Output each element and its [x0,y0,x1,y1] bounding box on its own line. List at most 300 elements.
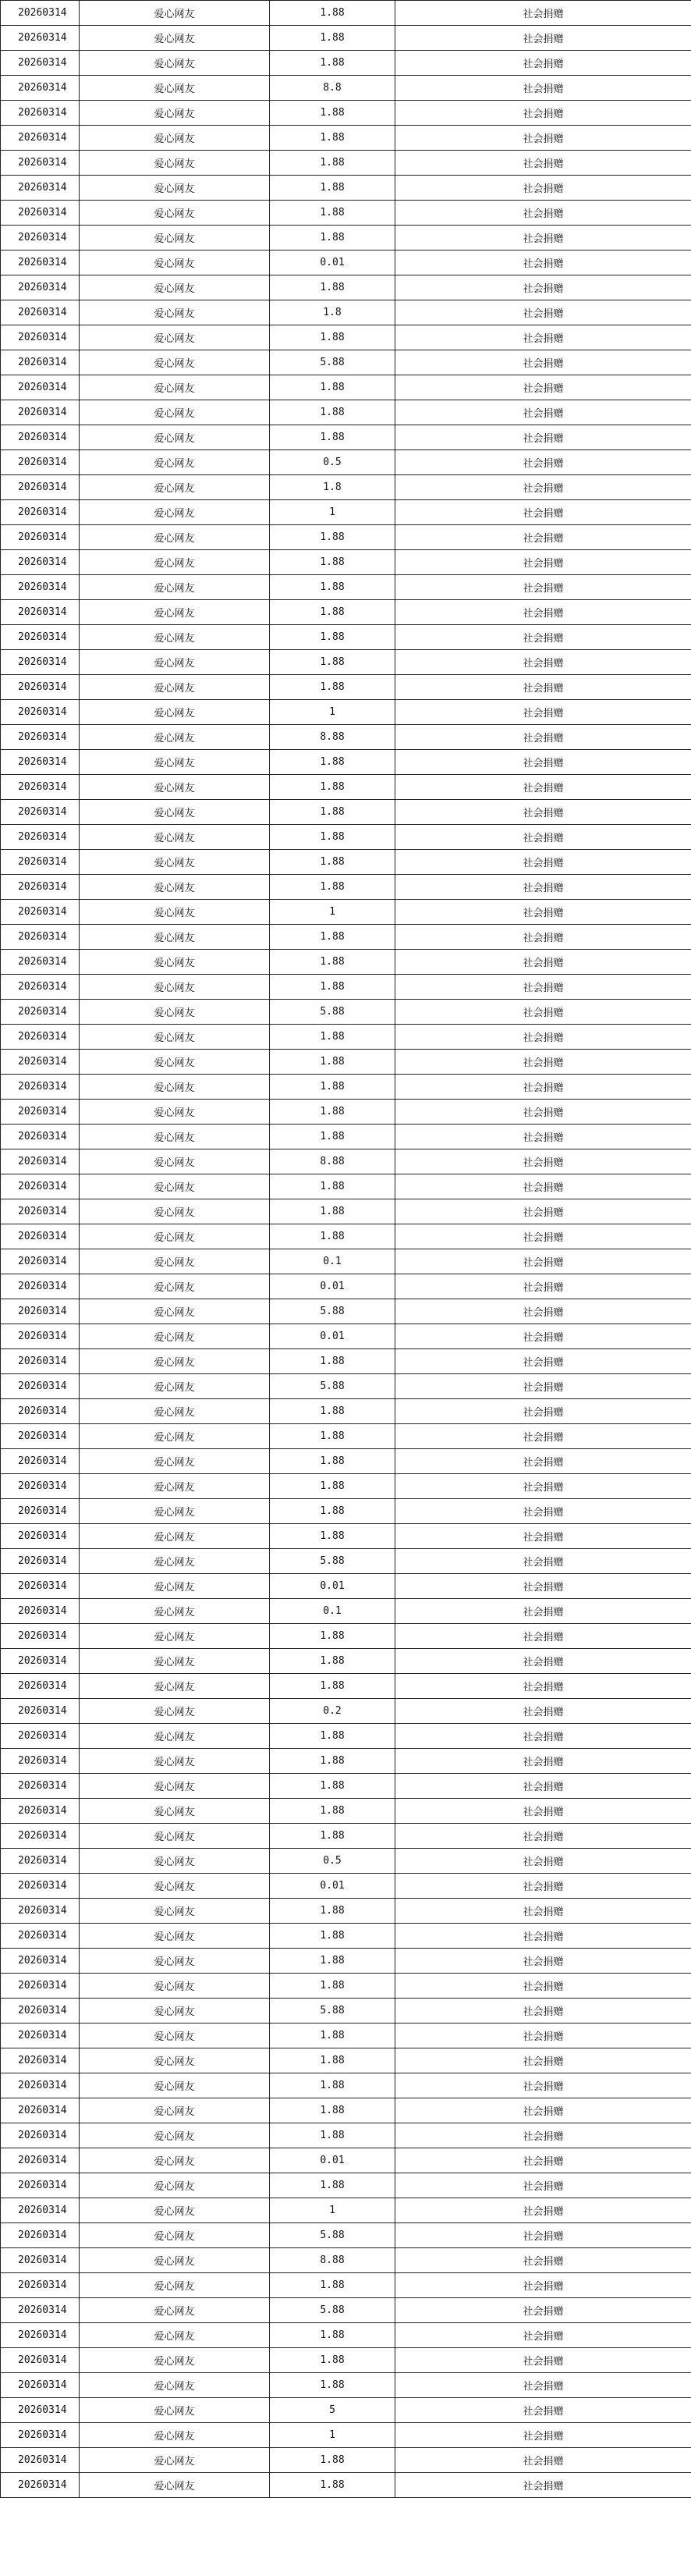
donor-cell: 爱心网友 [80,925,270,950]
table-row [1,101,691,126]
table-row [1,1524,691,1549]
table-row [1,2198,691,2223]
table-row [1,2373,691,2398]
amount-cell: 1.88 [270,1774,395,1799]
donor-cell: 爱心网友 [80,2048,270,2073]
table-row [1,1100,691,1125]
amount-cell: 1.88 [270,1449,395,1474]
donor-cell: 爱心网友 [80,425,270,450]
date-cell: 20260314 [1,850,80,875]
date-cell: 20260314 [1,2073,80,2098]
donor-cell: 爱心网友 [80,575,270,600]
amount-cell: 1.88 [270,1649,395,1674]
date-cell: 20260314 [1,76,80,101]
donor-cell: 爱心网友 [80,26,270,51]
date-cell: 20260314 [1,1549,80,1574]
donor-cell: 爱心网友 [80,1075,270,1100]
type-cell: 社会捐赠 [395,1499,691,1524]
date-cell: 20260314 [1,800,80,825]
table-row [1,975,691,1000]
donor-cell: 爱心网友 [80,2073,270,2098]
date-cell: 20260314 [1,1799,80,1824]
table-row [1,1899,691,1924]
table-row [1,2023,691,2048]
type-cell: 社会捐赠 [395,325,691,350]
donor-cell: 爱心网友 [80,2198,270,2223]
type-cell: 社会捐赠 [395,2123,691,2148]
type-cell: 社会捐赠 [395,700,691,725]
table-row [1,300,691,325]
amount-cell: 0.01 [270,1574,395,1599]
amount-cell: 1.88 [270,775,395,800]
type-cell: 社会捐赠 [395,350,691,375]
date-cell: 20260314 [1,1499,80,1524]
table-row [1,925,691,950]
donor-cell: 爱心网友 [80,1399,270,1424]
donor-cell: 爱心网友 [80,1000,270,1025]
type-cell: 社会捐赠 [395,1874,691,1899]
type-cell: 社会捐赠 [395,375,691,400]
donor-cell: 爱心网友 [80,1699,270,1724]
date-cell: 20260314 [1,1374,80,1399]
table-row [1,151,691,176]
amount-cell: 1.88 [270,425,395,450]
table-row [1,1199,691,1224]
date-cell: 20260314 [1,775,80,800]
amount-cell: 1.88 [270,1949,395,1974]
donor-cell: 爱心网友 [80,1599,270,1624]
date-cell: 20260314 [1,1449,80,1474]
type-cell: 社会捐赠 [395,101,691,126]
donor-cell: 爱心网友 [80,1724,270,1749]
amount-cell: 1.88 [270,675,395,700]
type-cell: 社会捐赠 [395,2223,691,2248]
table-row [1,2423,691,2448]
table-row [1,425,691,450]
date-cell: 20260314 [1,1174,80,1199]
type-cell: 社会捐赠 [395,1949,691,1974]
date-cell: 20260314 [1,825,80,850]
type-cell: 社会捐赠 [395,1549,691,1574]
amount-cell: 0.01 [270,1274,395,1299]
type-cell: 社会捐赠 [395,1449,691,1474]
amount-cell: 5.88 [270,2298,395,2323]
amount-cell: 0.5 [270,450,395,475]
table-row [1,850,691,875]
donor-cell: 爱心网友 [80,2423,270,2448]
table-row [1,26,691,51]
amount-cell: 0.5 [270,1849,395,1874]
table-row [1,1999,691,2023]
table-row [1,1399,691,1424]
type-cell: 社会捐赠 [395,1199,691,1224]
type-cell: 社会捐赠 [395,1399,691,1424]
date-cell: 20260314 [1,1649,80,1674]
amount-cell: 1.88 [270,625,395,650]
donor-cell: 爱心网友 [80,875,270,900]
date-cell: 20260314 [1,1199,80,1224]
donor-cell: 爱心网友 [80,1349,270,1374]
table-row [1,725,691,750]
table-row [1,1349,691,1374]
amount-cell: 1.88 [270,325,395,350]
table-row [1,800,691,825]
date-cell: 20260314 [1,1299,80,1324]
table-row [1,176,691,201]
date-cell: 20260314 [1,1874,80,1899]
donor-cell: 爱心网友 [80,1749,270,1774]
amount-cell: 1.88 [270,2073,395,2098]
date-cell: 20260314 [1,975,80,1000]
table-row [1,201,691,226]
donor-cell: 爱心网友 [80,1424,270,1449]
donor-cell: 爱心网友 [80,1524,270,1549]
donor-cell: 爱心网友 [80,700,270,725]
date-cell: 20260314 [1,201,80,226]
donor-cell: 爱心网友 [80,275,270,300]
date-cell: 20260314 [1,300,80,325]
type-cell: 社会捐赠 [395,2048,691,2073]
donor-cell: 爱心网友 [80,725,270,750]
table-row [1,2323,691,2348]
amount-cell: 1.88 [270,950,395,975]
type-cell: 社会捐赠 [395,1075,691,1100]
date-cell: 20260314 [1,1599,80,1624]
donor-cell: 爱心网友 [80,176,270,201]
donor-cell: 爱心网友 [80,250,270,275]
table-row [1,1,691,26]
amount-cell: 1 [270,500,395,525]
table-row [1,450,691,475]
date-cell: 20260314 [1,1574,80,1599]
date-cell: 20260314 [1,2298,80,2323]
table-row [1,1699,691,1724]
donor-cell: 爱心网友 [80,1499,270,1524]
amount-cell: 1.88 [270,850,395,875]
type-cell: 社会捐赠 [395,201,691,226]
table-row [1,1149,691,1174]
type-cell: 社会捐赠 [395,300,691,325]
table-row [1,1824,691,1849]
amount-cell: 1.88 [270,375,395,400]
amount-cell: 1.88 [270,1174,395,1199]
table-row [1,1249,691,1274]
amount-cell: 1.88 [270,1100,395,1125]
type-cell: 社会捐赠 [395,1349,691,1374]
date-cell: 20260314 [1,400,80,425]
type-cell: 社会捐赠 [395,2248,691,2273]
table-row [1,2473,691,2498]
donor-cell: 爱心网友 [80,500,270,525]
amount-cell: 5.88 [270,2223,395,2248]
amount-cell: 0.01 [270,1324,395,1349]
table-row [1,2173,691,2198]
type-cell: 社会捐赠 [395,675,691,700]
type-cell: 社会捐赠 [395,1624,691,1649]
amount-cell: 1.88 [270,1974,395,1999]
type-cell: 社会捐赠 [395,1974,691,1999]
donor-cell: 爱心网友 [80,2348,270,2373]
donor-cell: 爱心网友 [80,975,270,1000]
type-cell: 社会捐赠 [395,1149,691,1174]
amount-cell: 1.88 [270,1199,395,1224]
type-cell: 社会捐赠 [395,550,691,575]
type-cell: 社会捐赠 [395,26,691,51]
type-cell: 社会捐赠 [395,650,691,675]
type-cell: 社会捐赠 [395,51,691,76]
date-cell: 20260314 [1,575,80,600]
amount-cell: 1.88 [270,2273,395,2298]
amount-cell: 0.1 [270,1249,395,1274]
amount-cell: 1.88 [270,550,395,575]
type-cell: 社会捐赠 [395,1574,691,1599]
table-row [1,1774,691,1799]
date-cell: 20260314 [1,2323,80,2348]
table-row [1,1050,691,1075]
table-row [1,575,691,600]
date-cell: 20260314 [1,1849,80,1874]
type-cell: 社会捐赠 [395,575,691,600]
table-row [1,1075,691,1100]
table-row [1,2048,691,2073]
donor-cell: 爱心网友 [80,1324,270,1349]
type-cell: 社会捐赠 [395,1674,691,1699]
amount-cell: 1.88 [270,1075,395,1100]
amount-cell: 1.88 [270,2173,395,2198]
amount-cell: 1.88 [270,101,395,126]
amount-cell: 1.88 [270,400,395,425]
donor-cell: 爱心网友 [80,1824,270,1849]
amount-cell: 1.88 [270,1,395,26]
donor-cell: 爱心网友 [80,450,270,475]
type-cell: 社会捐赠 [395,1174,691,1199]
donor-cell: 爱心网友 [80,2148,270,2173]
type-cell: 社会捐赠 [395,1474,691,1499]
amount-cell: 1.88 [270,575,395,600]
type-cell: 社会捐赠 [395,525,691,550]
amount-cell: 0.01 [270,2148,395,2173]
amount-cell: 1.88 [270,226,395,250]
date-cell: 20260314 [1,625,80,650]
table-row [1,2448,691,2473]
donor-cell: 爱心网友 [80,1649,270,1674]
date-cell: 20260314 [1,1274,80,1299]
date-cell: 20260314 [1,425,80,450]
amount-cell: 0.2 [270,1699,395,1724]
table-row [1,1274,691,1299]
date-cell: 20260314 [1,525,80,550]
type-cell: 社会捐赠 [395,1000,691,1025]
table-row [1,375,691,400]
table-row [1,2248,691,2273]
amount-cell: 1.88 [270,26,395,51]
type-cell: 社会捐赠 [395,151,691,176]
type-cell: 社会捐赠 [395,825,691,850]
table-row [1,126,691,151]
donor-cell: 爱心网友 [80,525,270,550]
table-row [1,750,691,775]
date-cell: 20260314 [1,875,80,900]
table-row [1,1025,691,1050]
date-cell: 20260314 [1,1824,80,1849]
date-cell: 20260314 [1,2023,80,2048]
amount-cell: 1.88 [270,750,395,775]
donor-cell: 爱心网友 [80,1624,270,1649]
type-cell: 社会捐赠 [395,2098,691,2123]
donor-cell: 爱心网友 [80,1799,270,1824]
donor-cell: 爱心网友 [80,1249,270,1274]
amount-cell: 5.88 [270,1000,395,1025]
amount-cell: 1.88 [270,1899,395,1924]
amount-cell: 5 [270,2398,395,2423]
date-cell: 20260314 [1,475,80,500]
donor-cell: 爱心网友 [80,900,270,925]
table-row [1,1224,691,1249]
type-cell: 社会捐赠 [395,1699,691,1724]
date-cell: 20260314 [1,250,80,275]
type-cell: 社会捐赠 [395,2423,691,2448]
date-cell: 20260314 [1,1699,80,1724]
donor-cell: 爱心网友 [80,1125,270,1149]
amount-cell: 1.88 [270,1499,395,1524]
table-row [1,675,691,700]
amount-cell: 5.88 [270,1299,395,1324]
date-cell: 20260314 [1,1125,80,1149]
type-cell: 社会捐赠 [395,1249,691,1274]
type-cell: 社会捐赠 [395,1125,691,1149]
donor-cell: 爱心网友 [80,350,270,375]
amount-cell: 1.8 [270,475,395,500]
type-cell: 社会捐赠 [395,1799,691,1824]
date-cell: 20260314 [1,2048,80,2073]
date-cell: 20260314 [1,151,80,176]
date-cell: 20260314 [1,1899,80,1924]
table-row [1,76,691,101]
donor-cell: 爱心网友 [80,1100,270,1125]
amount-cell: 1.88 [270,1624,395,1649]
date-cell: 20260314 [1,1749,80,1774]
date-cell: 20260314 [1,1100,80,1125]
amount-cell: 1 [270,2423,395,2448]
donor-cell: 爱心网友 [80,1949,270,1974]
table-row [1,1949,691,1974]
type-cell: 社会捐赠 [395,1599,691,1624]
amount-cell: 5.88 [270,1999,395,2023]
date-cell: 20260314 [1,1349,80,1374]
date-cell: 20260314 [1,1999,80,2023]
type-cell: 社会捐赠 [395,950,691,975]
date-cell: 20260314 [1,2148,80,2173]
table-row [1,650,691,675]
table-row [1,1749,691,1774]
type-cell: 社会捐赠 [395,750,691,775]
donor-cell: 爱心网友 [80,550,270,575]
date-cell: 20260314 [1,176,80,201]
amount-cell: 1.88 [270,2448,395,2473]
date-cell: 20260314 [1,1974,80,1999]
amount-cell: 1.88 [270,2473,395,2498]
date-cell: 20260314 [1,2448,80,2473]
date-cell: 20260314 [1,350,80,375]
date-cell: 20260314 [1,2173,80,2198]
type-cell: 社会捐赠 [395,625,691,650]
date-cell: 20260314 [1,2473,80,2498]
donor-cell: 爱心网友 [80,2023,270,2048]
type-cell: 社会捐赠 [395,1324,691,1349]
table-row [1,400,691,425]
donor-cell: 爱心网友 [80,2098,270,2123]
type-cell: 社会捐赠 [395,1050,691,1075]
date-cell: 20260314 [1,2098,80,2123]
donor-cell: 爱心网友 [80,1374,270,1399]
donor-cell: 爱心网友 [80,2273,270,2298]
table-row [1,2123,691,2148]
type-cell: 社会捐赠 [395,76,691,101]
table-row [1,825,691,850]
table-row [1,1649,691,1674]
table-row [1,275,691,300]
donor-cell: 爱心网友 [80,1549,270,1574]
amount-cell: 1.88 [270,1924,395,1949]
type-cell: 社会捐赠 [395,450,691,475]
donor-cell: 爱心网友 [80,101,270,126]
type-cell: 社会捐赠 [395,1924,691,1949]
date-cell: 20260314 [1,450,80,475]
donor-cell: 爱心网友 [80,1924,270,1949]
amount-cell: 1.88 [270,2098,395,2123]
donor-cell: 爱心网友 [80,1274,270,1299]
date-cell: 20260314 [1,2348,80,2373]
donor-cell: 爱心网友 [80,2223,270,2248]
date-cell: 20260314 [1,1924,80,1949]
amount-cell: 1.88 [270,1749,395,1774]
table-row [1,500,691,525]
donor-cell: 爱心网友 [80,2323,270,2348]
table-row [1,1374,691,1399]
amount-cell: 1.88 [270,600,395,625]
donor-cell: 爱心网友 [80,2473,270,2498]
date-cell: 20260314 [1,2198,80,2223]
type-cell: 社会捐赠 [395,2448,691,2473]
amount-cell: 1 [270,900,395,925]
table-row [1,1849,691,1874]
table-row [1,2273,691,2298]
date-cell: 20260314 [1,2273,80,2298]
date-cell: 20260314 [1,2248,80,2273]
amount-cell: 1.88 [270,176,395,201]
table-row [1,1549,691,1574]
type-cell: 社会捐赠 [395,2373,691,2398]
date-cell: 20260314 [1,1249,80,1274]
type-cell: 社会捐赠 [395,1824,691,1849]
donor-cell: 爱心网友 [80,1674,270,1699]
amount-cell: 1.88 [270,1724,395,1749]
date-cell: 20260314 [1,1774,80,1799]
donor-cell: 爱心网友 [80,1299,270,1324]
type-cell: 社会捐赠 [395,725,691,750]
amount-cell: 1.88 [270,1025,395,1050]
donor-cell: 爱心网友 [80,1199,270,1224]
amount-cell: 1.88 [270,525,395,550]
date-cell: 20260314 [1,2398,80,2423]
type-cell: 社会捐赠 [395,1724,691,1749]
table-row [1,775,691,800]
date-cell: 20260314 [1,101,80,126]
amount-cell: 1.88 [270,51,395,76]
table-row [1,1474,691,1499]
date-cell: 20260314 [1,950,80,975]
amount-cell: 1.88 [270,2048,395,2073]
